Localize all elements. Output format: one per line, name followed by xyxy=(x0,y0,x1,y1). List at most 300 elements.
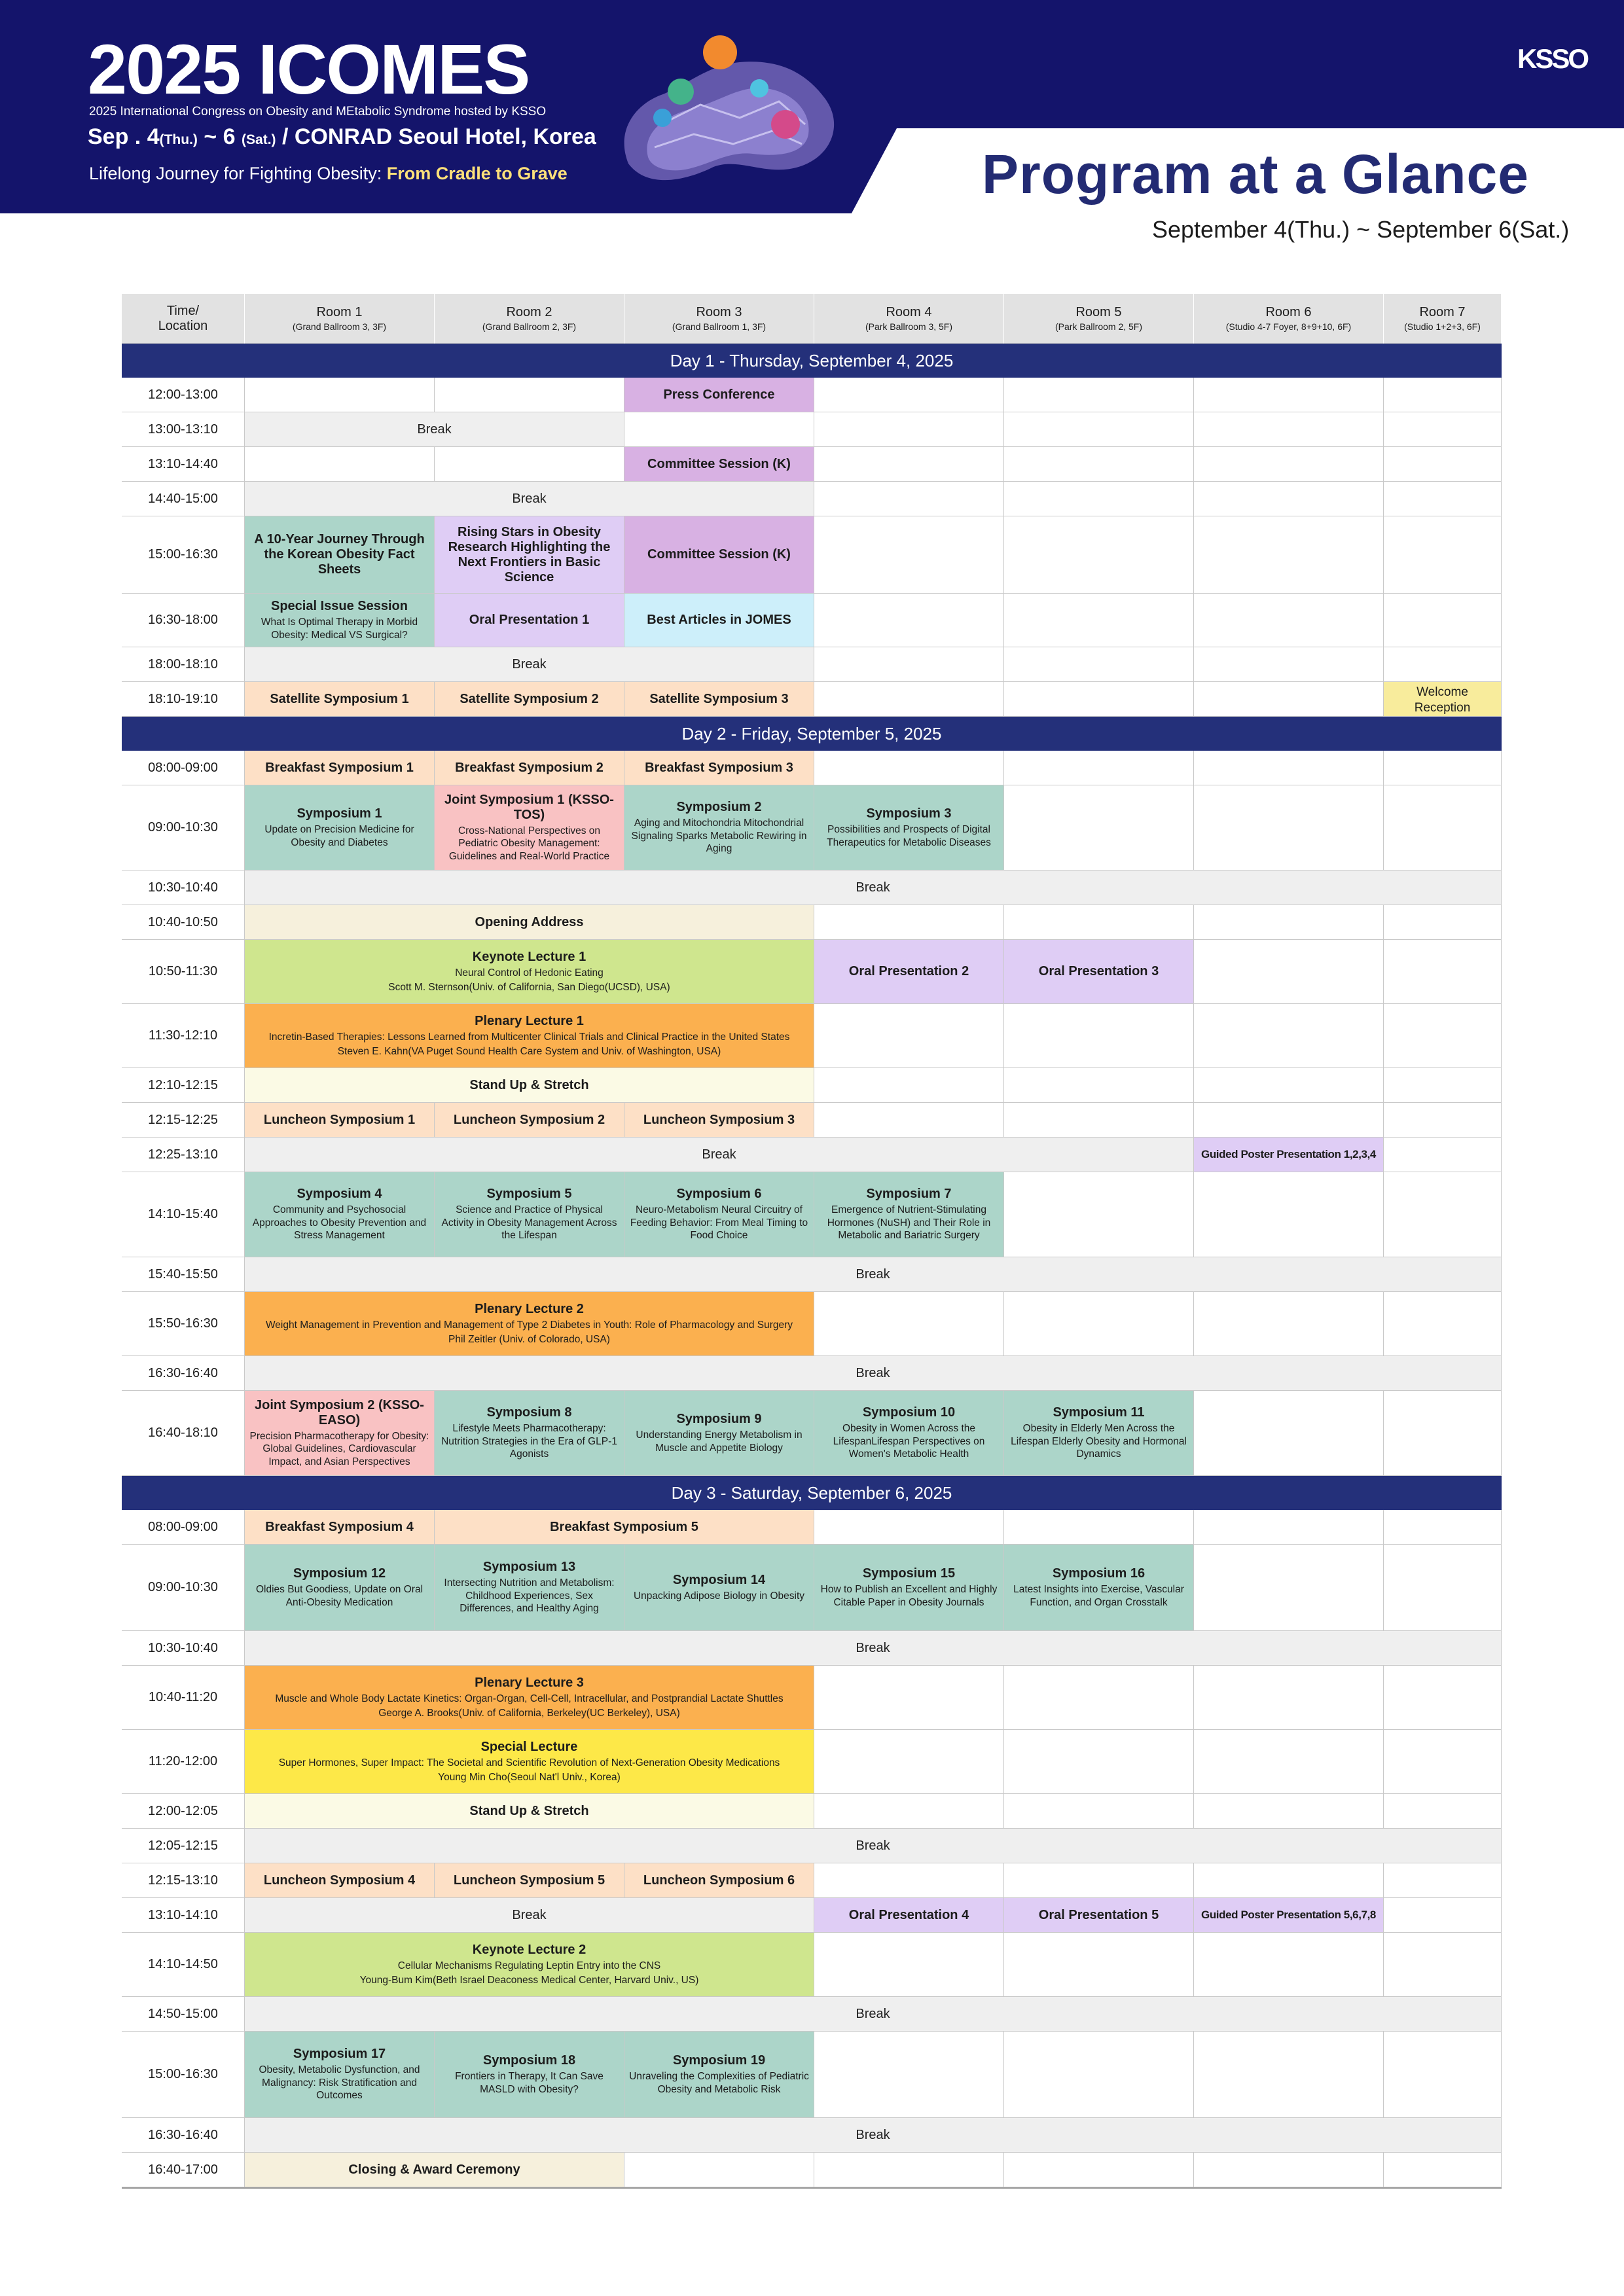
empty-cell xyxy=(1384,1510,1502,1545)
time-slot: 11:20-12:00 xyxy=(122,1730,245,1794)
session-description: Cross-National Perspectives on Pediatric Obesity Management: Guidelines and Real-World Practice xyxy=(448,825,610,862)
time-slot: 18:00-18:10 xyxy=(122,647,245,682)
time-slot: 10:30-10:40 xyxy=(122,1631,245,1666)
time-slot: 09:00-10:30 xyxy=(122,1545,245,1631)
empty-cell xyxy=(1384,482,1502,516)
session-description: Understanding Energy Metabolism in Muscle and Appetite Biology xyxy=(636,1429,803,1454)
session-title: Luncheon Symposium 4 xyxy=(263,1873,416,1888)
session-title: Closing & Award Ceremony xyxy=(348,2162,520,2177)
session-title: Stand Up & Stretch xyxy=(469,1077,589,1092)
session-title: Press Conference xyxy=(663,387,775,402)
empty-cell xyxy=(814,1933,1004,1997)
break-cell xyxy=(245,2118,1502,2153)
time-slot: 15:40-15:50 xyxy=(122,1257,245,1292)
session-title: Symposium 11 xyxy=(1053,1405,1145,1420)
session-title: Symposium 9 xyxy=(676,1412,762,1427)
empty-cell xyxy=(1384,1666,1502,1730)
break-label: Break xyxy=(417,422,452,437)
empty-cell xyxy=(1384,1138,1502,1172)
session-cell xyxy=(435,2032,624,2118)
empty-cell xyxy=(1194,594,1384,647)
session-cell xyxy=(245,905,814,940)
empty-cell xyxy=(1384,2032,1502,2118)
time-slot: 16:30-16:40 xyxy=(122,1356,245,1391)
room-location: (Grand Ballroom 1, 3F) xyxy=(672,321,767,332)
empty-cell xyxy=(1194,940,1384,1004)
break-cell xyxy=(245,870,1502,905)
session-description: Frontiers in Therapy, It Can Save MASLD with Obesity? xyxy=(455,2071,604,2095)
time-slot: 12:00-13:00 xyxy=(122,378,245,412)
empty-cell xyxy=(1384,1933,1502,1997)
session-title: Special Lecture xyxy=(480,1739,578,1754)
session-description: Update on Precision Medicine for Obesity and Diabetes xyxy=(264,824,414,848)
session-title: Breakfast Symposium 2 xyxy=(455,760,604,775)
page-date-range: September 4(Thu.) ~ September 6(Sat.) xyxy=(1152,216,1570,243)
session-title: Symposium 10 xyxy=(862,1405,956,1420)
time-slot: 16:30-16:40 xyxy=(122,2118,245,2153)
session-cell xyxy=(435,1510,814,1545)
empty-cell xyxy=(1194,447,1384,482)
session-cell xyxy=(245,1730,814,1794)
empty-cell xyxy=(1004,1794,1194,1829)
empty-cell xyxy=(814,447,1004,482)
session-title: Special Issue Session xyxy=(271,599,408,614)
room-name: Room 6 xyxy=(1265,305,1312,319)
session-title: Symposium 6 xyxy=(676,1187,762,1202)
session-speaker: George A. Brooks(Univ. of California, Berkeley(UC Berkeley), USA) xyxy=(378,1708,680,1719)
header-room-2 xyxy=(435,294,624,344)
empty-cell xyxy=(1194,2032,1384,2118)
empty-cell xyxy=(1194,647,1384,682)
empty-cell xyxy=(1194,516,1384,594)
session-description: Unpacking Adipose Biology in Obesity xyxy=(633,1590,805,1602)
room-location: (Park Ballroom 3, 5F) xyxy=(865,321,953,332)
empty-cell xyxy=(1384,1103,1502,1138)
empty-cell xyxy=(1384,2153,1502,2187)
session-title: Oral Presentation 5 xyxy=(1038,1907,1159,1922)
empty-cell xyxy=(1004,751,1194,785)
empty-cell xyxy=(1004,785,1194,870)
session-cell xyxy=(435,1391,624,1476)
session-cell xyxy=(245,1545,435,1631)
room-name: Room 4 xyxy=(886,305,932,319)
session-title: Symposium 14 xyxy=(672,1572,766,1587)
empty-cell xyxy=(1194,1730,1384,1794)
empty-cell xyxy=(814,751,1004,785)
header-time-label: Location xyxy=(158,318,208,333)
session-cell xyxy=(435,1103,624,1138)
session-description: Possibilities and Prospects of Digital Therapeutics for Metabolic Diseases xyxy=(827,824,991,848)
session-title: Luncheon Symposium 5 xyxy=(453,1873,605,1888)
session-cell xyxy=(435,1545,624,1631)
session-description: Intersecting Nutrition and Metabolism: Childhood Experiences, Sex Differences, and Healthy Aging xyxy=(444,1577,615,1615)
header-room-4 xyxy=(814,294,1004,344)
session-speaker: Phil Zeitler (Univ. of Colorado, USA) xyxy=(448,1334,610,1345)
session-title: Symposium 3 xyxy=(866,806,952,821)
empty-cell xyxy=(1194,905,1384,940)
session-description: How to Publish an Excellent and Highly Citable Paper in Obesity Journals xyxy=(820,1584,998,1608)
session-cell xyxy=(624,682,814,717)
empty-cell xyxy=(1384,412,1502,447)
session-title: Breakfast Symposium 5 xyxy=(550,1519,698,1534)
header-room-6 xyxy=(1194,294,1384,344)
empty-cell xyxy=(624,2153,814,2187)
session-cell xyxy=(435,751,624,785)
session-title: Joint Symposium 2 (KSSO-EASO) xyxy=(255,1397,424,1427)
empty-cell xyxy=(1194,751,1384,785)
empty-cell xyxy=(1004,516,1194,594)
empty-cell xyxy=(1194,1666,1384,1730)
session-cell xyxy=(435,594,624,647)
session-cell xyxy=(624,1172,814,1257)
empty-cell xyxy=(1194,1103,1384,1138)
empty-cell xyxy=(1384,785,1502,870)
day-band: Day 2 - Friday, September 5, 2025 xyxy=(122,717,1502,751)
session-description: Cellular Mechanisms Regulating Leptin Entry into the CNS xyxy=(397,1960,661,1971)
session-cell xyxy=(624,751,814,785)
break-cell xyxy=(245,1356,1502,1391)
break-cell xyxy=(245,1829,1502,1863)
ksso-logo: KSSO xyxy=(1517,43,1588,74)
session-description: Muscle and Whole Body Lactate Kinetics: Organ-Organ, Cell-Cell, Intracellular, and Postprandial Lactate Shuttles xyxy=(275,1693,784,1704)
empty-cell xyxy=(814,1863,1004,1898)
session-title: Guided Poster Presentation 1,2,3,4 xyxy=(1201,1148,1376,1160)
session-cell xyxy=(245,940,814,1004)
time-slot: 14:40-15:00 xyxy=(122,482,245,516)
session-cell xyxy=(814,1898,1004,1933)
session-description: What Is Optimal Therapy in Morbid Obesity: Medical VS Surgical? xyxy=(261,617,418,641)
empty-cell xyxy=(1384,905,1502,940)
break-cell xyxy=(245,1138,1194,1172)
session-cell xyxy=(814,1391,1004,1476)
time-slot: 08:00-09:00 xyxy=(122,751,245,785)
session-description: Emergence of Nutrient-Stimulating Hormones (NuSH) and Their Role in Metabolic and Bariatric Surgery xyxy=(827,1204,991,1242)
event-title: 2025 ICOMES xyxy=(88,29,530,109)
empty-cell xyxy=(814,1666,1004,1730)
empty-cell xyxy=(1384,1068,1502,1103)
empty-cell xyxy=(1384,378,1502,412)
session-description: Science and Practice of Physical Activity in Obesity Management Across the Lifespan xyxy=(441,1204,617,1242)
session-cell xyxy=(245,1292,814,1356)
session-cell xyxy=(624,2032,814,2118)
empty-cell xyxy=(1004,594,1194,647)
session-title: Luncheon Symposium 1 xyxy=(263,1112,416,1127)
session-title: Luncheon Symposium 6 xyxy=(643,1873,795,1888)
empty-cell xyxy=(1004,1933,1194,1997)
session-cell xyxy=(624,1545,814,1631)
session-title: Oral Presentation 1 xyxy=(469,613,590,627)
session-cell xyxy=(245,2153,624,2187)
session-description: Obesity in Elderly Men Across the Lifespan Elderly Obesity and Hormonal Dynamics xyxy=(1011,1423,1187,1460)
session-title: Satellite Symposium 3 xyxy=(649,691,789,706)
session-description: Precision Pharmacotherapy for Obesity: Global Guidelines, Cardiovascular Impact, and Asian Perspectives xyxy=(249,1430,429,1467)
empty-cell xyxy=(1194,2153,1384,2187)
room-location: (Grand Ballroom 3, 3F) xyxy=(292,321,387,332)
session-title: Oral Presentation 2 xyxy=(848,964,969,978)
session-cell xyxy=(245,1863,435,1898)
break-label: Break xyxy=(856,1838,890,1853)
break-cell xyxy=(245,1257,1502,1292)
session-title: Symposium 13 xyxy=(482,1560,576,1575)
empty-cell xyxy=(1384,1172,1502,1257)
break-cell xyxy=(245,412,624,447)
session-title: Opening Address xyxy=(475,914,584,929)
session-title: Plenary Lecture 3 xyxy=(475,1675,584,1690)
time-slot: 16:40-17:00 xyxy=(122,2153,245,2187)
session-cell xyxy=(245,1004,814,1068)
empty-cell xyxy=(814,1292,1004,1356)
session-cell xyxy=(245,751,435,785)
empty-cell xyxy=(1004,482,1194,516)
empty-cell xyxy=(1004,905,1194,940)
empty-cell xyxy=(1384,647,1502,682)
empty-cell xyxy=(1004,1004,1194,1068)
session-title: Joint Symposium 1 (KSSO-TOS) xyxy=(444,792,614,822)
session-title: Breakfast Symposium 3 xyxy=(645,760,793,775)
event-subtitle: 2025 International Congress on Obesity and MEtabolic Syndrome hosted by KSSO xyxy=(89,105,547,118)
session-title: Satellite Symposium 1 xyxy=(270,691,409,706)
room-location: (Park Ballroom 2, 5F) xyxy=(1055,321,1143,332)
empty-cell xyxy=(1384,1004,1502,1068)
session-title: Oral Presentation 3 xyxy=(1038,964,1159,978)
time-slot: 12:15-12:25 xyxy=(122,1103,245,1138)
page-title: Program at a Glance xyxy=(982,143,1529,205)
session-title: Satellite Symposium 2 xyxy=(460,691,599,706)
session-description: Community and Psychosocial Approaches to Obesity Prevention and Stress Management xyxy=(252,1204,427,1242)
session-cell xyxy=(1004,940,1194,1004)
empty-cell xyxy=(814,1730,1004,1794)
session-cell xyxy=(814,940,1004,1004)
empty-cell xyxy=(814,1004,1004,1068)
session-cell xyxy=(1004,1391,1194,1476)
session-cell xyxy=(624,1391,814,1476)
session-description: Neuro-Metabolism Neural Circuitry of Feeding Behavior: From Meal Timing to Food Choice xyxy=(630,1204,808,1242)
empty-cell xyxy=(1194,1004,1384,1068)
time-slot: 12:15-13:10 xyxy=(122,1863,245,1898)
empty-cell xyxy=(1004,1172,1194,1257)
break-label: Break xyxy=(856,880,890,895)
empty-cell xyxy=(1384,1545,1502,1631)
empty-cell xyxy=(1194,682,1384,717)
empty-cell xyxy=(245,447,435,482)
session-title: Keynote Lecture 1 xyxy=(472,949,586,964)
session-title: Symposium 18 xyxy=(482,2053,576,2068)
empty-cell xyxy=(814,682,1004,717)
session-cell xyxy=(245,1172,435,1257)
empty-cell xyxy=(1194,1391,1384,1476)
time-slot: 13:10-14:40 xyxy=(122,447,245,482)
session-cell xyxy=(245,785,435,870)
session-title: Luncheon Symposium 2 xyxy=(453,1112,605,1127)
empty-cell xyxy=(1194,378,1384,412)
session-description: Oldies But Goodiess, Update on Oral Anti-Obesity Medication xyxy=(255,1584,424,1608)
break-label: Break xyxy=(856,2006,890,2021)
empty-cell xyxy=(1194,1068,1384,1103)
empty-cell xyxy=(814,2153,1004,2187)
session-cell xyxy=(245,1794,814,1829)
empty-cell xyxy=(245,378,435,412)
time-slot: 13:10-14:10 xyxy=(122,1898,245,1933)
room-location: (Studio 4-7 Foyer, 8+9+10, 6F) xyxy=(1225,321,1352,332)
session-title: Symposium 12 xyxy=(293,1566,386,1581)
session-cell xyxy=(245,1391,435,1476)
session-title: Luncheon Symposium 3 xyxy=(643,1112,795,1127)
session-cell xyxy=(814,1172,1004,1257)
session-cell xyxy=(1384,682,1502,717)
empty-cell xyxy=(1384,447,1502,482)
break-label: Break xyxy=(856,1365,890,1380)
time-slot: 15:00-16:30 xyxy=(122,2032,245,2118)
session-cell xyxy=(435,682,624,717)
empty-cell xyxy=(814,1068,1004,1103)
session-description: Obesity in Women Across the LifespanLifespan Perspectives on Women's Metabolic Health xyxy=(833,1423,985,1460)
empty-cell xyxy=(1004,682,1194,717)
header-room-7 xyxy=(1384,294,1502,344)
empty-cell xyxy=(1384,751,1502,785)
empty-cell xyxy=(814,647,1004,682)
room-name: Room 1 xyxy=(316,305,363,319)
event-tagline: Lifelong Journey for Fighting Obesity: From Cradle to Grave xyxy=(89,164,568,183)
empty-cell xyxy=(1004,1863,1194,1898)
empty-cell xyxy=(1004,2153,1194,2187)
time-slot: 16:30-18:00 xyxy=(122,594,245,647)
session-description: Unraveling the Complexities of Pediatric Obesity and Metabolic Risk xyxy=(629,2071,809,2095)
session-cell xyxy=(814,1545,1004,1631)
time-slot: 14:50-15:00 xyxy=(122,1997,245,2032)
session-cell xyxy=(435,1863,624,1898)
empty-cell xyxy=(1194,412,1384,447)
empty-cell xyxy=(1194,1863,1384,1898)
empty-cell xyxy=(624,412,814,447)
session-title: Symposium 5 xyxy=(486,1187,572,1202)
hero-illustration-icon xyxy=(609,26,857,203)
time-slot: 11:30-12:10 xyxy=(122,1004,245,1068)
empty-cell xyxy=(1384,594,1502,647)
room-name: Room 7 xyxy=(1419,305,1466,319)
session-title: Plenary Lecture 2 xyxy=(475,1301,584,1316)
session-title: Symposium 1 xyxy=(297,806,382,821)
session-title: Symposium 8 xyxy=(486,1405,572,1420)
empty-cell xyxy=(1194,1292,1384,1356)
time-slot: 14:10-14:50 xyxy=(122,1933,245,1997)
session-title: Symposium 4 xyxy=(297,1187,382,1202)
session-cell xyxy=(245,516,435,594)
empty-cell xyxy=(814,482,1004,516)
break-cell xyxy=(245,482,814,516)
empty-cell xyxy=(1004,2032,1194,2118)
header-time-location xyxy=(122,294,245,344)
session-cell xyxy=(1004,1898,1194,1933)
time-slot: 12:05-12:15 xyxy=(122,1829,245,1863)
session-title: Plenary Lecture 1 xyxy=(475,1013,584,1028)
day-band: Day 3 - Saturday, September 6, 2025 xyxy=(122,1476,1502,1510)
time-slot: 08:00-09:00 xyxy=(122,1510,245,1545)
session-description: Incretin-Based Therapies: Lessons Learned from Multicenter Clinical Trials and Clinical Practice in the United States xyxy=(268,1031,790,1043)
session-description: Obesity, Metabolic Dysfunction, and Malignancy: Risk Stratification and Outcomes xyxy=(259,2064,420,2102)
session-title: Symposium 15 xyxy=(862,1566,956,1581)
empty-cell xyxy=(435,447,624,482)
session-cell xyxy=(245,1103,435,1138)
time-slot: 12:00-12:05 xyxy=(122,1794,245,1829)
session-speaker: Steven E. Kahn(VA Puget Sound Health Care System and Univ. of Washington, USA) xyxy=(337,1046,721,1057)
empty-cell xyxy=(1004,1068,1194,1103)
empty-cell xyxy=(1004,412,1194,447)
break-label: Break xyxy=(512,1907,547,1922)
session-title: Rising Stars in Obesity Research Highlighting the Next Frontiers in Basic Science xyxy=(448,524,611,584)
session-cell xyxy=(624,447,814,482)
empty-cell xyxy=(1004,378,1194,412)
session-title: Symposium 2 xyxy=(676,800,762,815)
break-label: Break xyxy=(856,1266,890,1282)
room-location: (Grand Ballroom 2, 3F) xyxy=(482,321,577,332)
empty-cell xyxy=(814,378,1004,412)
room-location: (Studio 1+2+3, 6F) xyxy=(1404,321,1481,332)
break-cell xyxy=(245,1997,1502,2032)
empty-cell xyxy=(1384,1292,1502,1356)
session-speaker: Young Min Cho(Seoul Nat'l Univ., Korea) xyxy=(438,1772,621,1783)
session-title: Keynote Lecture 2 xyxy=(472,1942,586,1957)
empty-cell xyxy=(1004,1666,1194,1730)
empty-cell xyxy=(814,516,1004,594)
session-cell xyxy=(1194,1898,1384,1933)
room-name: Room 5 xyxy=(1075,305,1122,319)
header-time-label: Time/ xyxy=(166,303,200,318)
break-cell xyxy=(245,647,814,682)
session-cell xyxy=(245,1068,814,1103)
time-slot: 13:00-13:10 xyxy=(122,412,245,447)
session-title: Committee Session (K) xyxy=(647,547,791,562)
session-title: Breakfast Symposium 4 xyxy=(265,1519,414,1534)
empty-cell xyxy=(1194,1172,1384,1257)
empty-cell xyxy=(1194,1545,1384,1631)
header-room-1 xyxy=(245,294,435,344)
session-description: Super Hormones, Super Impact: The Societal and Scientific Revolution of Next-Generation Obesity Medications xyxy=(278,1757,780,1768)
time-slot: 12:25-13:10 xyxy=(122,1138,245,1172)
session-cell xyxy=(245,594,435,647)
empty-cell xyxy=(1194,1933,1384,1997)
break-label: Break xyxy=(512,491,547,506)
session-title: Welcome Reception xyxy=(1414,685,1471,715)
empty-cell xyxy=(1384,1898,1502,1933)
session-description: Latest Insights into Exercise, Vascular Function, and Organ Crosstalk xyxy=(1013,1584,1184,1608)
session-cell xyxy=(245,1933,814,1997)
empty-cell xyxy=(435,378,624,412)
break-label: Break xyxy=(856,2127,890,2142)
session-description: Lifestyle Meets Pharmacotherapy: Nutrition Strategies in the Era of GLP-1 Agonists xyxy=(441,1423,617,1460)
session-title: Best Articles in JOMES xyxy=(647,613,791,627)
day-band: Day 1 - Thursday, September 4, 2025 xyxy=(122,344,1502,378)
break-label: Break xyxy=(702,1147,736,1162)
session-cell xyxy=(435,516,624,594)
room-name: Room 2 xyxy=(506,305,552,319)
empty-cell xyxy=(1384,1730,1502,1794)
session-description: Aging and Mitochondria Mitochondrial Signaling Sparks Metabolic Rewiring in Aging xyxy=(631,817,807,855)
empty-cell xyxy=(1194,1794,1384,1829)
empty-cell xyxy=(1194,482,1384,516)
session-title: Committee Session (K) xyxy=(647,456,791,471)
empty-cell xyxy=(814,412,1004,447)
session-cell xyxy=(245,1510,435,1545)
session-cell xyxy=(624,516,814,594)
time-slot: 10:30-10:40 xyxy=(122,870,245,905)
session-cell xyxy=(814,785,1004,870)
empty-cell xyxy=(1004,1103,1194,1138)
header-room-3 xyxy=(624,294,814,344)
time-slot: 10:40-11:20 xyxy=(122,1666,245,1730)
session-cell xyxy=(624,378,814,412)
break-label: Break xyxy=(512,656,547,672)
break-label: Break xyxy=(856,1640,890,1655)
